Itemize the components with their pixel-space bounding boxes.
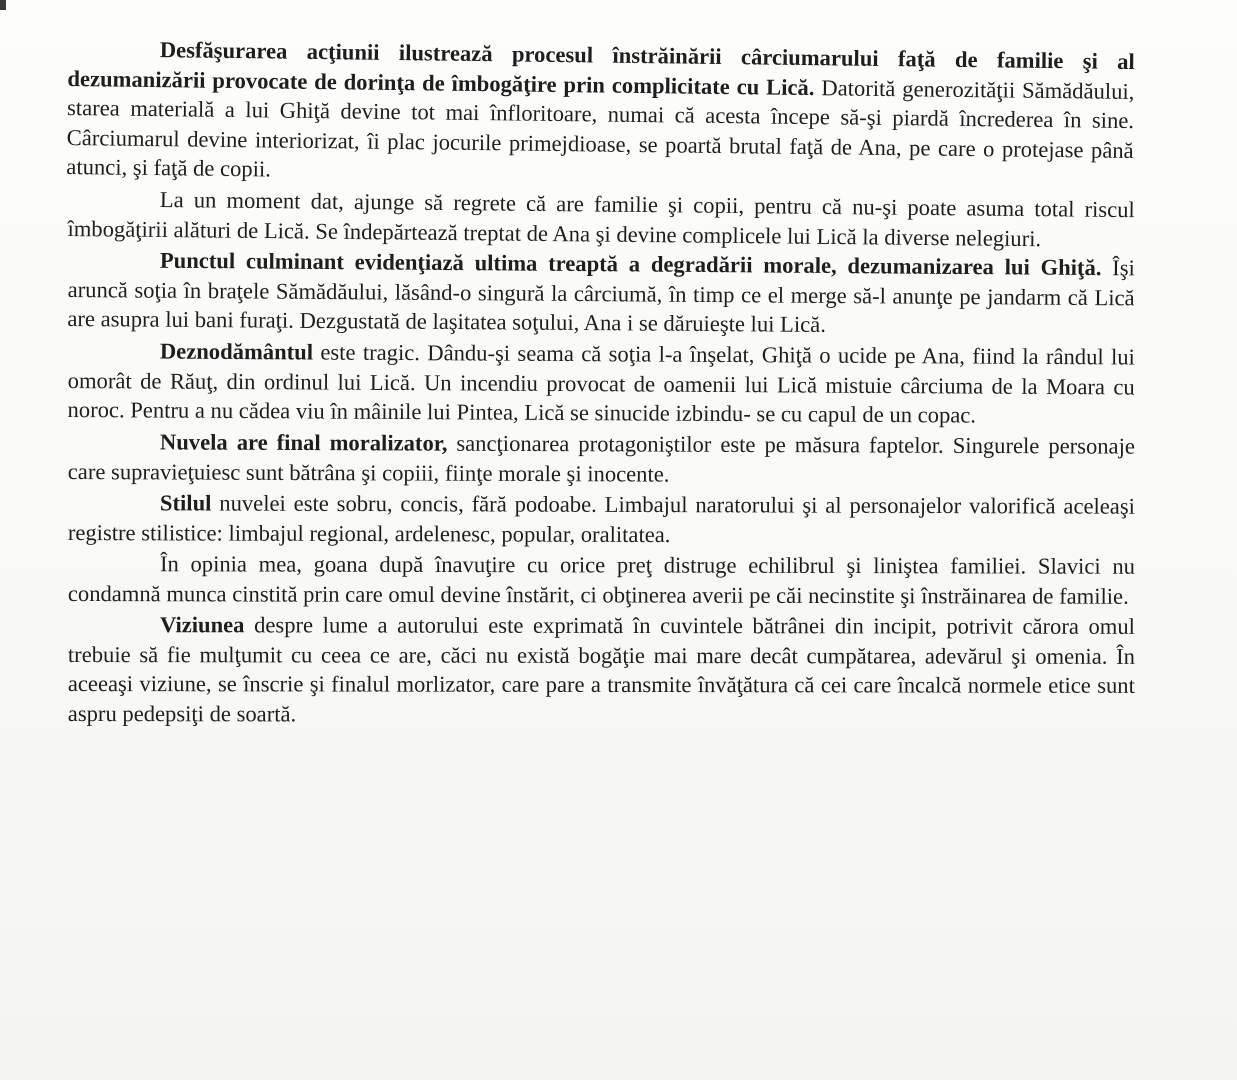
paragraph-lead: Deznodământul (159, 338, 314, 365)
paragraph-text: nuvelei este sobru, concis, fără podoabe. Limbajul naratorului şi al personajelor valorifică aceleaşi registre stilistice: limbajul regional, ardelenesc, popular, oralitatea. (67, 490, 1135, 547)
paragraph-viziunea (68, 610, 1135, 730)
paragraph-lead-continued: ilustrează procesul înstrăinării cârciumarului faţă de familie şi al dezumanizării provocate de dorinţa de îmbogăţire prin complicitate cu Lică. (67, 39, 1135, 100)
paragraph-text: La un moment dat, ajunge să regrete că are familie şi copii, pentru că nu-şi poate asuma total riscul îmbogăţirii alături de Lică. Se îndepărtează treptat de Ana şi devine complicele lui Lică la diverse nelegiuri. (67, 186, 1135, 251)
paragraph-text: În opinia mea, goana după înavuţire cu orice preţ distruge echilibrul şi liniştea familiei. Slavici nu condamnă munca cinstită prin care omul devine înstărit, ci obţinerea averii pe căi necinstite şi înstrăinarea de familie. (67, 551, 1135, 609)
paragraph-lead: Viziunea (159, 612, 245, 638)
paragraph-text: este tragic. Dându-şi seama că soţia l-a înşelat, Ghiţă o ucide pe Ana, fiind la rândul lui omorât de Răuţ, din ordinul lui Lică. Un incendiu provocat de oamenii lui Lică mistuie cârciuma de la Moara cu noroc. Pentru a nu cădea viu în mâinile lui Pintea, Lică se sinucide izbindu- se cu capul de un copac. (67, 339, 1135, 428)
paragraph-text: sancţionarea protagoniştilor este pe măsura faptelor. Singurele personaje care supravieţuiesc sunt bătrâna şi copiii, fiinţe morale şi inocente. (67, 430, 1135, 486)
paragraph-lead: Desfăşurarea acţiunii (159, 37, 380, 65)
paragraph-actiune (66, 34, 1135, 195)
paragraph-text: Îşi aruncă soţia în braţele Sămădăului, lăsând-o singură la cârciumă, în timp ce el merge să-l anunţe pe jandarm că Lică are asupra lui bani furaţi. Dezgustată de laşitatea soţului, Ana i se dăruieşte lui Lică. (67, 255, 1135, 338)
paragraph-stilul (68, 488, 1135, 551)
corner-mark (0, 0, 6, 10)
paragraph-punct-culminant (67, 245, 1135, 342)
paragraph-final (68, 427, 1135, 491)
paragraph-opinie (68, 549, 1135, 611)
paragraph-text: despre lume a autorului este exprimată în cuvintele bătrânei din incipit, potrivit cărora omul trebuie să fie mulţumit cu ceea ce are, căci nu există bogăţie mai mare decât cumpătarea, adevărul şi omenia. În aceeaşi viziune, se înscrie şi finalul morlizator, care pare a transmite învăţătura că cei care încalcă normele etice sunt aspru pedepsiţi de soartă. (67, 612, 1135, 727)
paragraph-lead: Punctul culminant evidenţiază ultima treaptă a degradării morale, dezumanizarea lui Ghiţă. (159, 247, 1102, 281)
paragraph-familie (67, 184, 1135, 254)
paragraph-lead: Nuvela are final moralizator, (159, 429, 448, 456)
paragraph-deznodamant (67, 336, 1135, 431)
paragraph-text: Datorită generozităţii Sămădăului, starea materială a lui Ghiţă devine tot mai înfloritoare, numai că acesta începe să-şi piardă încrederea în sine. Cârciumarul devine interiorizat, îi plac jocurile primejdioase, se poartă brutal faţă de Ana, pe care o protejase până atunci, şi faţă de copii. (66, 74, 1135, 182)
paragraph-lead: Stilul (159, 490, 212, 516)
